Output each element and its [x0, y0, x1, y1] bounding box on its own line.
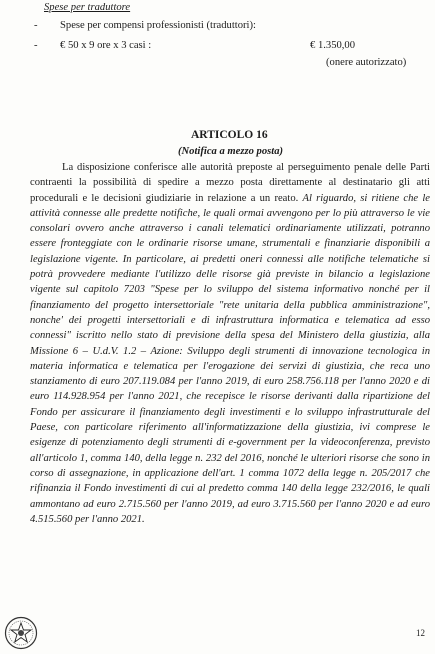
body-plain-text: La disposizione conferisce alle autorità preposte al perseguimento penale delle Parti contraenti la possibilità di spedire a mezzo posta direttamente al destinatario gli atti procedurali e le decisioni giudiziarie in relazione a un reato. [30, 162, 430, 204]
article-title: ARTICOLO 16 [191, 129, 268, 141]
list-dash: - [34, 20, 38, 31]
article-subtitle: (Notifica a mezzo posta) [178, 146, 284, 157]
republic-emblem-stamp-icon [4, 616, 38, 650]
expense-calculation: € 50 x 9 ore x 3 casi : [60, 40, 152, 51]
list-dash: - [34, 40, 38, 51]
body-italic-text: Al riguardo, si ritiene che le attività connesse alle predette notifiche, le quali ormai avvengono per lo più attraverso le vie consolari ovvero anche attraverso i canali telematici ordinariamente utilizzati, potranno essere fronteggiate con le ordinarie risorse umane, strumentali e finanziarie disponibili a legislazione vigente. In particolare, ai predetti oneri connessi alle notifiche telematiche si potrà provvedere mediante l'utilizzo delle risorse già previste in bilancio a legislazione vigente sul capitolo 7203 "Spese per lo sviluppo del sistema informativo nonché per il finanziamento del progetto intersettoriale "rete unitaria della pubblica amministrazione", nonche' dei progetti intersettoriali e di infrastruttura informatica e telematica ad esso connessi" iscritto nello stato di previsione della spesa del Ministero della giustizia, alla Missione 6 – U.d.V. 1.2 – Azione: Sviluppo degli strumenti di innovazione tecnologica in materia informatica e telematica per l'erogazione dei servizi di giustizia, che reca uno stanziamento di euro 207.119.084 per l'anno 2019, di euro 258.756.118 per l'anno 2020 e di euro 114.928.954 per l'anno 2021, che recepisce le risorse derivanti dalla ripartizione del Fondo per assicurare il finanziamento degli investimenti e lo sviluppo infrastrutturale del Paese, con particolare riferimento all'informatizzazione della giustizia, ivi comprese le esigenze di potenziamento degli strumenti di e-government per la videoconferenza, previsto all'articolo 1, comma 140, della legge n. 232 del 2016, nonché le ulteriori risorse che sono in corso di assegnazione, in applicazione dell'art. 1 comma 1072 della legge n. 205/2017 che rifinanzia il Fondo investimenti di cui al predetto comma 140 della legge 232/2016, le quali ammontano ad euro 2.715.560 per l'anno 2019, ad euro 3.715.560 per l'anno 2020 e ad euro 4.515.560 per l'anno 2021. [30, 192, 430, 525]
authorized-charge-note: (onere autorizzato) [326, 57, 407, 68]
article-body [30, 160, 430, 527]
page-number: 12 [416, 628, 425, 638]
expense-item-label: Spese per compensi professionisti (traduttori): [60, 20, 256, 31]
section-heading-translator: Spese per traduttore [44, 2, 131, 13]
expense-amount: € 1.350,00 [310, 40, 356, 51]
